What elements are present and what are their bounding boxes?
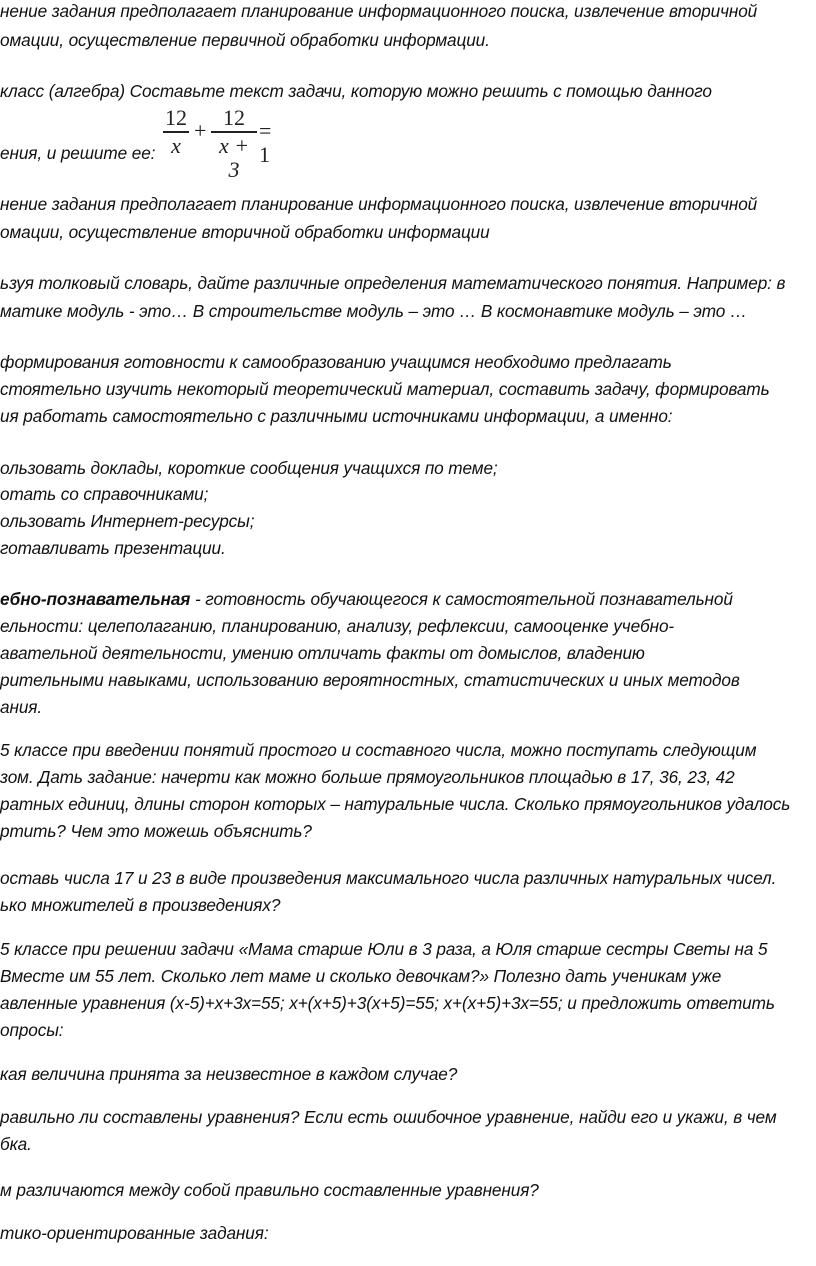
text-line: 5 классе при введении понятий простого и составного числа, можно поступать следующим: [0, 740, 757, 760]
text-line: Вместе им 55 лет. Сколько лет маме и сколько девочкам?» Полезно дать ученикам уже: [0, 966, 722, 986]
text-line: ия работать самостоятельно с различными источниками информации, а именно:: [0, 406, 673, 426]
text-line: [0, 589, 816, 609]
text-line: омации, осуществление вторичной обработки информации: [0, 222, 490, 242]
text-line: ения, и решите ее:: [0, 143, 156, 163]
list-item: ользовать доклады, короткие сообщения учащихся по теме;: [0, 458, 498, 478]
text-line: тико-ориентированные задания:: [0, 1223, 269, 1243]
text-line: нение задания предполагает планирование информационного поиска, извлечение вторичной: [0, 1, 758, 21]
text-line: ртить? Чем это можешь объяснить?: [0, 821, 312, 841]
fraction-2-numerator: 12: [223, 105, 245, 130]
text-line: ельности: целеполаганию, планированию, анализу, рефлексии, самооценке учебно-: [0, 616, 675, 636]
equation-image: [163, 105, 283, 182]
text-line: авательной деятельности, умению отличать факты от домыслов, владению: [0, 643, 645, 663]
plus-sign: +: [194, 118, 207, 143]
text-line: 5 классе при решении задачи «Мама старше Юли в 3 раза, а Юля старше сестры Светы на 5: [0, 939, 768, 959]
text-line: рительными навыками, использованию вероятностных, статистических и иных методов: [0, 670, 740, 690]
text-line: зом. Дать задание: начерти как можно больше прямоугольников площадью в 17, 36, 23, 42: [0, 767, 735, 787]
question-item: равильно ли составлены уравнения? Если есть ошибочное уравнение, найди его и укажи, в чем: [0, 1107, 777, 1127]
text-line: нение задания предполагает планирование информационного поиска, извлечение вторичной: [0, 194, 758, 214]
text-line: формирования готовности к самообразованию учащимся необходимо предлагать: [0, 352, 672, 372]
text-line: авленные уравнения (х-5)+х+3х=55; х+(х+5)+3(х+5)=55; х+(х+5)+3х=55; и предложить ответить: [0, 993, 775, 1013]
question-item: бка.: [0, 1134, 32, 1154]
equals-one: = 1: [259, 118, 272, 167]
text-line: стоятельно изучить некоторый теоретический материал, составить задачу, формировать: [0, 379, 770, 399]
fraction-1: [163, 106, 189, 158]
text-line: ратных единиц, длины сторон которых – натуральные числа. Сколько прямоугольников удалось: [0, 794, 791, 814]
list-item: отать со справочниками;: [0, 484, 209, 504]
question-item: м различаются между собой правильно составленные уравнения?: [0, 1180, 539, 1200]
text-line: оставь числа 17 и 23 в виде произведения максимального числа различных натуральных чисел.: [0, 868, 777, 888]
fraction-1-numerator: 12: [165, 105, 187, 130]
text-line: омации, осуществление первичной обработки информации.: [0, 30, 490, 50]
text-line: матике модуль - это… В строительстве модуль – это … В космонавтике модуль – это …: [0, 301, 747, 321]
fraction-2: [211, 106, 257, 182]
text-line: ьзуя толковый словарь, дайте различные определения математического понятия. Например: в: [0, 273, 786, 293]
text-line: класс (алгебра) Составьте текст задачи, которую можно решить с помощью данного: [0, 81, 712, 101]
bold-term: ебно-познавательная: [0, 589, 191, 609]
text-line: ько множителей в произведениях?: [0, 895, 281, 915]
fraction-2-denominator: x + 3: [218, 132, 250, 182]
list-item: ользовать Интернет-ресурсы;: [0, 511, 255, 531]
list-item: готавливать презентации.: [0, 538, 226, 558]
text-line: ания.: [0, 697, 43, 717]
fraction-1-denominator: x: [171, 132, 181, 158]
text-line: опросы:: [0, 1020, 64, 1040]
term-definition: - готовность обучающегося к самостоятельной познавательной: [190, 589, 733, 609]
question-item: кая величина принята за неизвестное в каждом случае?: [0, 1064, 458, 1084]
